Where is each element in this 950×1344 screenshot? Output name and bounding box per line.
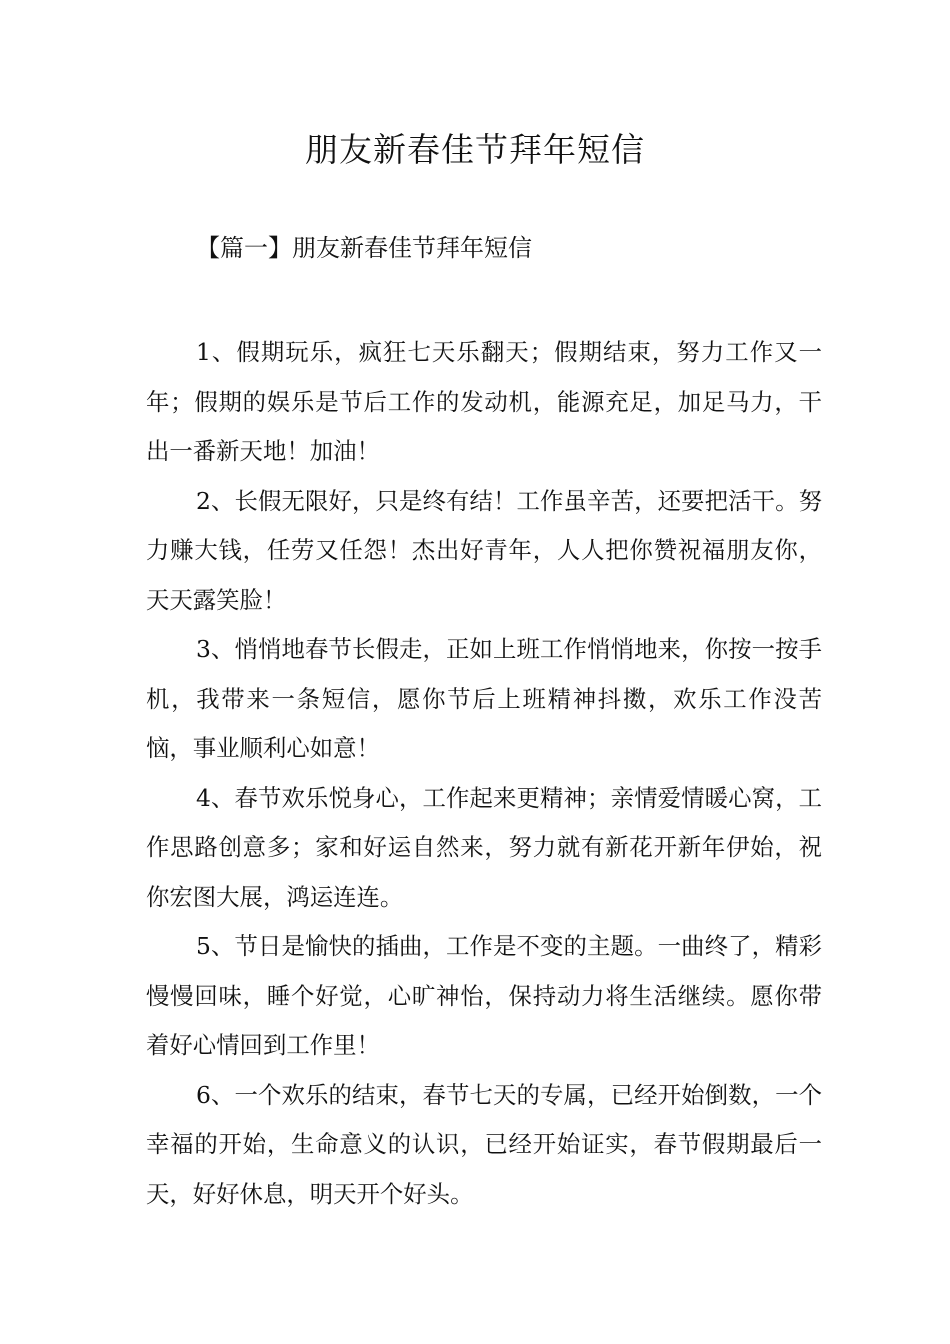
paragraph-3: 3、悄悄地春节长假走，正如上班工作悄悄地来，你按一按手机，我带来一条短信，愿你节后上班精神抖擞，欢乐工作没苦恼，事业顺利心如意！ xyxy=(146,635,822,762)
paragraph-6: 6、一个欢乐的结束，春节七天的专属，已经开始倒数，一个幸福的开始，生命意义的认识，已经开始证实，春节假期最后一天，好好休息，明天开个好头。 xyxy=(146,1080,822,1208)
document-title: 朋友新春佳节拜年短信 xyxy=(305,130,645,169)
paragraph-1: 1、假期玩乐，疯狂七天乐翻天；假期结束，努力工作又一年；假期的娱乐是节后工作的发动机，能源充足，加足马力，干出一番新天地！加油！ xyxy=(146,338,822,465)
paragraph-2: 2、长假无限好，只是终有结！工作虽辛苦，还要把活干。努力赚大钱，任劳又任怨！杰出好青年，人人把你赞祝福朋友你，天天露笑脸！ xyxy=(146,486,822,614)
section-heading: 【篇一】朋友新春佳节拜年短信 xyxy=(196,234,532,262)
document-body xyxy=(146,328,822,1219)
paragraph-5: 5、节日是愉快的插曲，工作是不变的主题。一曲终了，精彩慢慢回味，睡个好觉，心旷神怡，保持动力将生活继续。愿你带着好心情回到工作里！ xyxy=(146,932,822,1059)
paragraph-4: 4、春节欢乐悦身心，工作起来更精神；亲情爱情暖心窝，工作思路创意多；家和好运自然来，努力就有新花开新年伊始，祝你宏图大展，鸿运连连。 xyxy=(146,783,822,911)
